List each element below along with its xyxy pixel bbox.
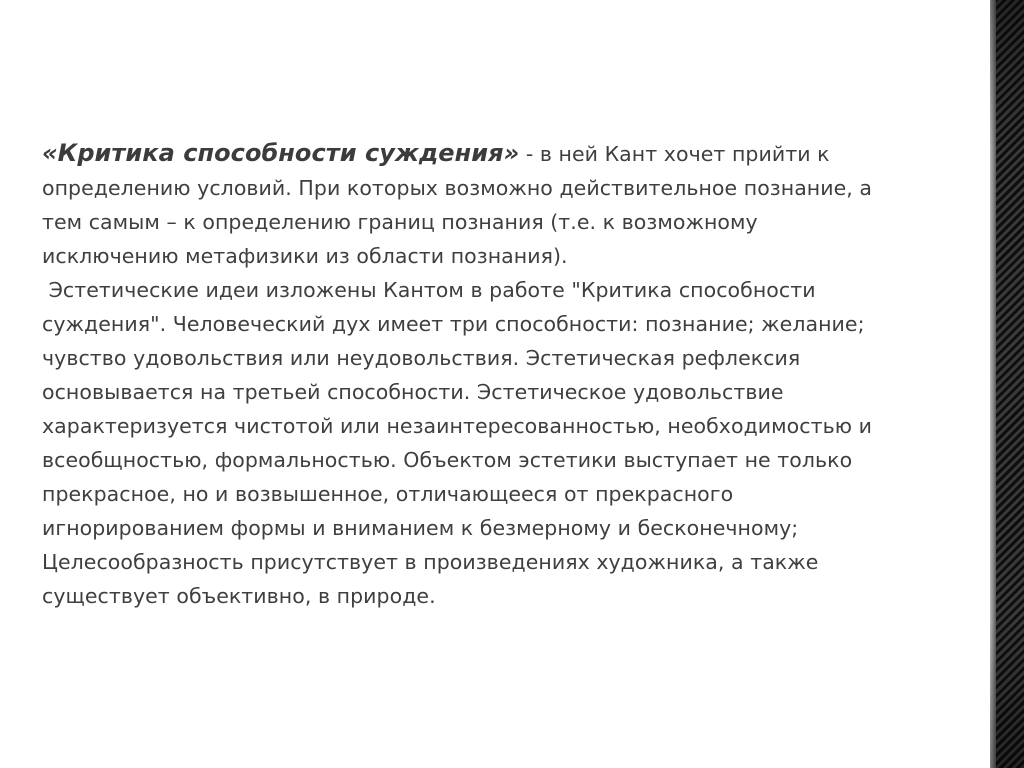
text-line: всеобщностью, формальностью. Объектом эстетики выступает не только: [42, 448, 853, 472]
text-line: существует объективно, в природе.: [42, 584, 436, 608]
text-line: суждения". Человеческий дух имеет три способности: познание; желание;: [42, 312, 865, 336]
text-line: характеризуется чистотой или незаинтересованностью, необходимостью и: [42, 414, 872, 438]
text-line: игнорированием формы и вниманием к безмерному и бесконечному;: [42, 516, 799, 540]
slide-body-text: [42, 136, 972, 613]
text-line: определению условий. При которых возможно действительное познание, а: [42, 176, 873, 200]
text-line: Эстетические идеи изложены Кантом в работе "Критика способности: [42, 278, 816, 302]
text-line: чувство удовольствия или неудовольствия. Эстетическая рефлексия: [42, 346, 801, 370]
text-line: Целесообразность присутствует в произведениях художника, а также: [42, 550, 819, 574]
text-line: основывается на третьей способности. Эстетическое удовольствие: [42, 380, 784, 404]
work-title: «Критика способности суждения»: [42, 139, 520, 167]
text-line: тем самым – к определению границ познания (т.е. к возможному: [42, 210, 758, 234]
first-line-rest: - в ней Кант хочет прийти к: [519, 142, 830, 166]
decorative-right-border: [990, 0, 1024, 768]
first-line: [42, 136, 972, 171]
text-line: прекрасное, но и возвышенное, отличающееся от прекрасного: [42, 482, 734, 506]
text-line: исключению метафизики из области познания).: [42, 244, 568, 268]
